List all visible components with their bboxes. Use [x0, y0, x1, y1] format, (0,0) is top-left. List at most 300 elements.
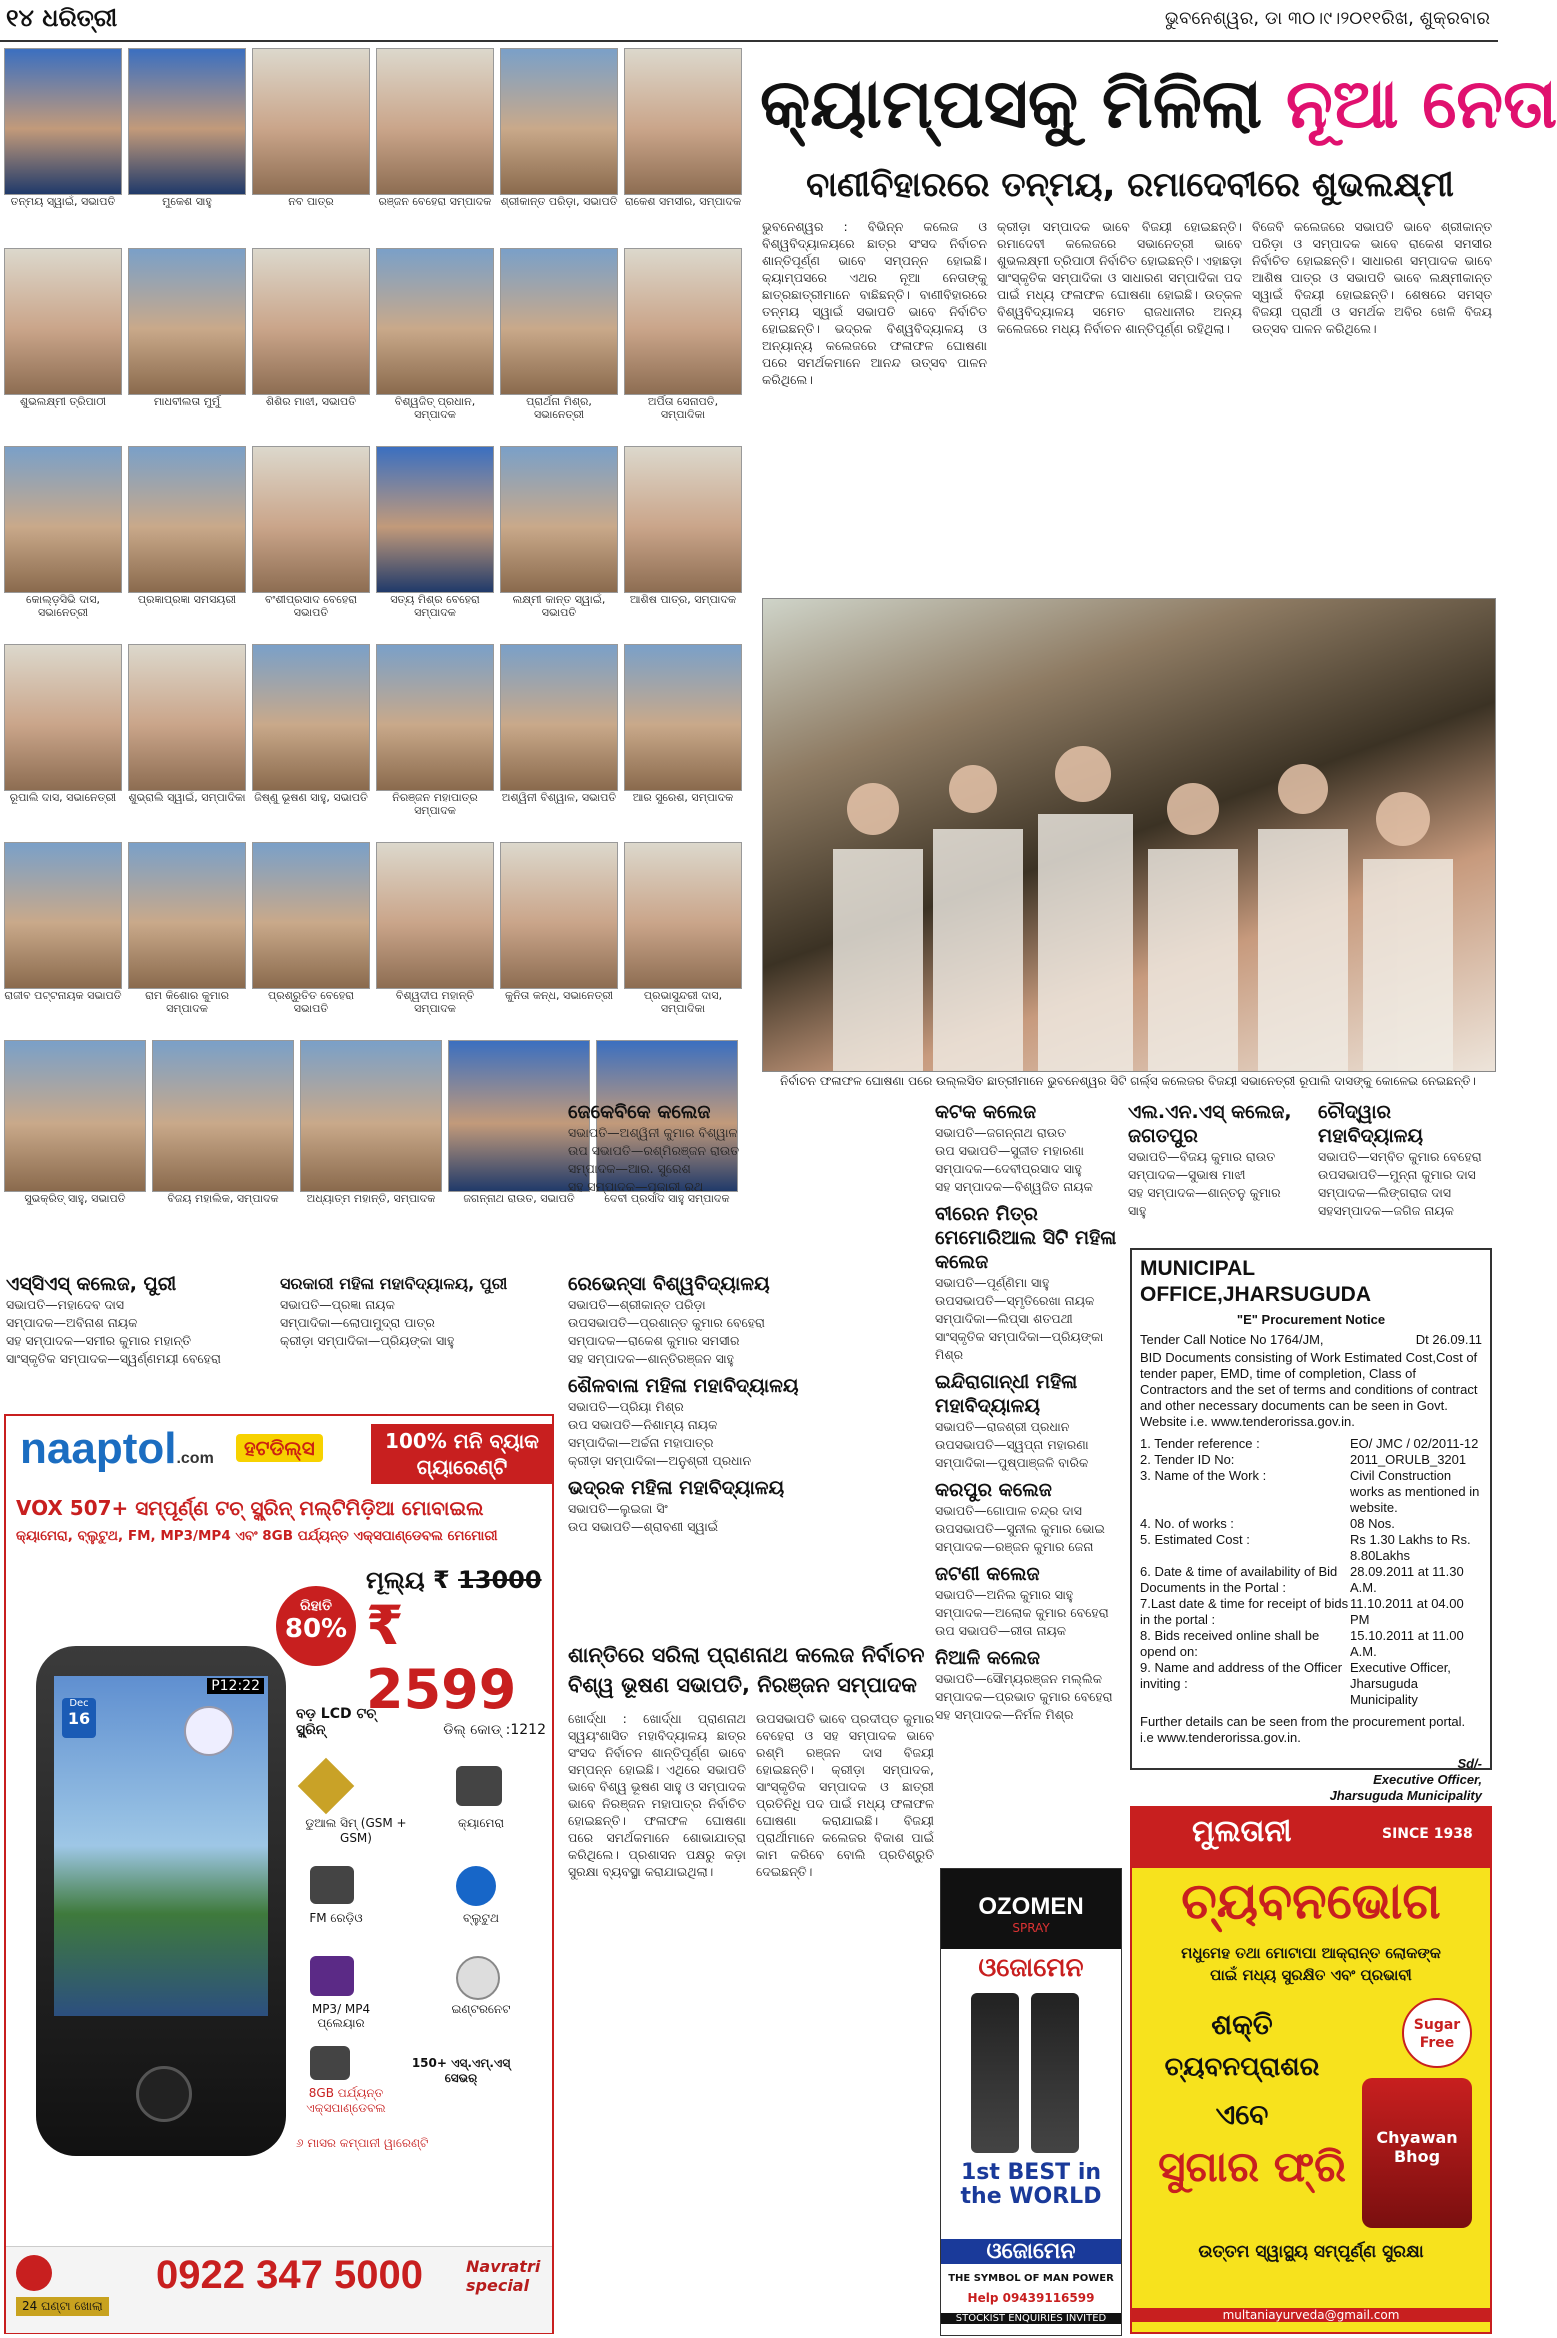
- winner-photo: [376, 446, 494, 593]
- multani-line7: ଉତ୍ତମ ସ୍ୱାସ୍ଥ୍ୟ ସମ୍ପୂର୍ଣ୍ଣ ସୁରକ୍ଷା: [1198, 2242, 1424, 2262]
- hours-text: 24 ଘଣ୍ଟା ଖୋଲା: [16, 2297, 109, 2316]
- multani-line6: ସୁଗାର ଫ୍ରି: [1158, 2142, 1346, 2191]
- notice-row: [1140, 1596, 1482, 1628]
- main-subhead: ବାଣୀବିହାରରେ ତନ୍ମୟ, ରମାଦେବୀରେ ଶୁଭଲକ୍ଷ୍ମୀ: [806, 165, 1454, 205]
- winner-card: [128, 248, 246, 431]
- college-line: ସଭାପତି—ଲୁଇଜା ସିଂ: [568, 1501, 668, 1516]
- notice-row-value: 15.10.2011 at 11.00 A.M.: [1350, 1628, 1464, 1659]
- winner-caption: ନବ ପାତ୍ର: [288, 195, 334, 208]
- ozomen-ad[interactable]: [940, 1868, 1122, 2336]
- discount-label: ରିହାତି: [300, 1598, 332, 1614]
- winner-photo: [4, 842, 122, 989]
- winner-photo: [252, 48, 370, 195]
- celebration-photo: [762, 598, 1496, 1072]
- phone-icon: [16, 2255, 52, 2291]
- notice-row-value: Executive Officer, Jharsuguda Municipality: [1350, 1660, 1451, 1707]
- winner-photo: [376, 842, 494, 989]
- feature-mp3: MP3/ MP4 ପ୍ଲେୟାର: [311, 2002, 371, 2030]
- college-block-lns: [1128, 1100, 1298, 1220]
- winner-card: [624, 248, 742, 431]
- winner-card: [128, 644, 246, 827]
- winner-card: [376, 842, 494, 1025]
- college-title: ଏସ୍‌ସିଏସ୍ କଲେଜ, ପୁରୀ: [6, 1273, 177, 1295]
- winner-caption: କୁନିତା କନ୍ଧ, ସଭାନେତ୍ରୀ: [504, 989, 614, 1002]
- winner-photo: [376, 48, 494, 195]
- winner-caption: ତନ୍ମୟ ସ୍ୱାଇଁ, ସଭାପତି: [10, 195, 116, 208]
- winner-card: [376, 48, 494, 231]
- product-title: VOX 507+ ସମ୍ପୂର୍ଣ୍ଣ ଟଚ୍ ସ୍କ୍ରିନ୍ ମଲ୍ଟିମିଡ଼ିଆ ମୋବାଇଲ: [16, 1496, 484, 1520]
- deal-code: ଡିଲ୍ କୋଡ୍ :1212: [443, 1722, 546, 1738]
- winner-card: [300, 1040, 442, 1228]
- radio-icon: [310, 1866, 354, 1904]
- second-story-subhead: ବିଶ୍ୱ ଭୂଷଣ ସଭାପତି, ନିରଞ୍ଜନ ସମ୍ପାଦକ: [568, 1673, 917, 1697]
- notice-footer: Further details can be seen from the procurement portal. i.e www.tenderorissa.gov.in.: [1140, 1714, 1466, 1745]
- college-block-scs-puri: [6, 1272, 276, 1368]
- winner-card: [624, 842, 742, 1025]
- headline-part1: କ୍ୟାମ୍ପସକୁ ମିଳିଲା: [760, 65, 1263, 144]
- winner-caption: ମୁକେଶ ସାହୁ: [162, 195, 212, 208]
- notice-row: [1140, 1468, 1482, 1516]
- multani-line1: ମଧୁମେହ ତଥା ମୋଟାପା ଆକ୍ରାନ୍ତ ଲୋକଙ୍କ: [1181, 1944, 1441, 1962]
- winner-card: [128, 842, 246, 1025]
- winner-photo: [4, 48, 122, 195]
- notice-sign1: Executive Officer,: [1373, 1772, 1482, 1787]
- winner-card: [252, 842, 370, 1025]
- winner-card: [252, 446, 370, 629]
- multani-line5: ଏବେ: [1215, 2098, 1269, 2131]
- winner-card: [4, 446, 122, 629]
- multani-product: ଚ୍ୟବନଭୋଗ: [1181, 1872, 1441, 1930]
- internet-icon: [456, 1956, 500, 2000]
- winner-photo: [128, 446, 246, 593]
- winner-caption: ପ୍ରଜ୍ଞାପ୍ରଜ୍ଞା ସମସୟରୀ: [137, 593, 237, 606]
- winner-caption: ପ୍ରଶ୍ରୁତିତ ବେହେରା ସଭାପତି: [268, 989, 354, 1015]
- winner-card: [500, 446, 618, 629]
- ozomen-sub: SPRAY: [1012, 1921, 1050, 1935]
- college-line: ଉପ ସଭାପତି—ରଶ୍ମିରଞ୍ଜନ ରାଉତ: [568, 1143, 740, 1158]
- ozomen-brand: OZOMEN: [978, 1893, 1084, 1920]
- winner-caption: ମାଧବୀଲତା ମୁର୍ମୁ: [153, 395, 221, 408]
- phone-screen: [54, 1676, 268, 2016]
- winner-caption: ରଞ୍ଜନ ବେହେରା ସମ୍ପାଦକ: [378, 195, 492, 208]
- college-line: ସମ୍ପାଦକ—ଆର. ସୁରେଶ: [568, 1161, 691, 1176]
- notice-call-no: Tender Call Notice No 1764/JM,: [1140, 1332, 1324, 1347]
- college-line: କ୍ରୀଡ଼ା ସମ୍ପାଦିକା—ପ୍ରିୟଙ୍କା ସାହୁ: [280, 1333, 455, 1348]
- winner-caption: କୋଲ୍ଡ଼ସିଭି ଦାସ, ସଭାନେତ୍ରୀ: [26, 593, 100, 619]
- college-line: ସଭାପତି—ବିଜୟ କୁମାର ରାଉତ: [1128, 1149, 1276, 1164]
- notice-row-value: Rs 1.30 Lakhs to Rs. 8.80Lakhs: [1350, 1532, 1471, 1563]
- naaptol-suffix: .com: [176, 1450, 214, 1467]
- winner-photo: [252, 446, 370, 593]
- college-line: ସମ୍ପାଦକ—ସୁଭାଷ ମାଝୀ: [1128, 1167, 1246, 1182]
- notice-row: [1140, 1532, 1482, 1564]
- notice-row: [1140, 1436, 1482, 1452]
- winner-card: [4, 842, 122, 1025]
- winner-photo: [4, 644, 122, 791]
- spray-bottle-icon: [1031, 1993, 1079, 2153]
- winner-caption: ଦେବୀ ପ୍ରସାଦ ସାହୁ ସମ୍ପାଦକ: [604, 1192, 730, 1205]
- screen-callout: ବଡ଼ LCD ଟଚ୍ ସ୍କ୍ରିନ୍: [296, 1706, 377, 1738]
- college-title: ଚୌଦ୍ୱାର ମହାବିଦ୍ୟାଳୟ: [1318, 1101, 1424, 1147]
- winner-photo: [252, 644, 370, 791]
- ozomen-stockist: STOCKIST ENQUIRIES INVITED: [941, 2313, 1121, 2324]
- college-line: ସାଂସ୍କୃତିକ ସମ୍ପାଦକ—ସ୍ୱର୍ଣ୍ଣମୟୀ ବେହେରା: [6, 1351, 221, 1366]
- college-line: ସଭାପତି—ଜଗନ୍ନାଥ ରାଉତ: [935, 1125, 1067, 1140]
- college-line: ସହ ସମ୍ପାଦକ—ପୂଜାରୀ ରଥ: [568, 1179, 704, 1194]
- notice-row: [1140, 1628, 1482, 1660]
- ozomen-help: Help 09439116599: [967, 2291, 1095, 2305]
- ozomen-symbol: THE SYMBOL OF MAN POWER: [948, 2273, 1114, 2284]
- winner-photo: [596, 1040, 738, 1192]
- college-title: ନିଆଳି କଲେଜ: [935, 1647, 1041, 1669]
- college-line: ସଭାପତି—ଶ୍ରୀକାନ୍ତ ପରିଡ଼ା: [568, 1297, 706, 1312]
- winner-card: [4, 644, 122, 827]
- winner-photo: [624, 644, 742, 791]
- winner-card: [152, 1040, 294, 1228]
- winner-photo: [4, 1040, 146, 1192]
- ozomen-odia: ଓଜୋମେନ: [978, 1953, 1084, 1983]
- ozomen-top: [941, 1869, 1121, 1949]
- winner-photo-grid: [4, 48, 750, 1268]
- college-line: ଉପସଭାପତି—ସୁନୀଲ କୁମାର ଭୋଇ: [935, 1521, 1105, 1536]
- winner-card: [500, 48, 618, 231]
- winner-photo: [500, 48, 618, 195]
- college-block-ravenshaw: [568, 1272, 928, 1536]
- chyawan-jar: [1362, 2078, 1472, 2228]
- notice-sd: Sd/-: [1457, 1756, 1482, 1771]
- product-features: କ୍ୟାମେରା, ବ୍ଲୁଟୁଥ, FM, MP3/MP4 ଏବଂ 8GB ପର୍ଯ୍ୟନ୍ତ ଏକ୍ସପାଣ୍ଡେବଲ ମେମୋରୀ: [16, 1528, 498, 1544]
- second-story-headline: ଶାନ୍ତିରେ ସରିଲା ପ୍ରାଣନାଥ କଲେଜ ନିର୍ବାଚନ: [568, 1643, 925, 1667]
- college-line: ସଭାପତି—ସୌମ୍ୟରଞ୍ଜନ ମଲ୍ଲିକ: [935, 1671, 1103, 1686]
- winner-card: [500, 644, 618, 827]
- winner-card: [128, 446, 246, 629]
- winner-photo: [500, 644, 618, 791]
- ozomen-bottles: [971, 1993, 1091, 2153]
- notice-row-label: 8. Bids received online shall be opend on:: [1140, 1628, 1320, 1659]
- college-line: ସମ୍ପାଦକ—ଦେବୀପ୍ରସାଦ ସାହୁ: [935, 1161, 1082, 1176]
- notice-row-value: 28.09.2011 at 11.30 A.M.: [1350, 1564, 1464, 1595]
- multani-email: multaniayurveda@gmail.com: [1132, 2308, 1490, 2322]
- notice-sign2: Jharsuguda Municipality: [1329, 1788, 1482, 1803]
- college-line: ଉପସଭାପତି—ପ୍ରଶାନ୍ତ କୁମାର ବେହେରା: [568, 1315, 765, 1330]
- winner-caption: ଆର ସୁରେଶ, ସମ୍ପାଦକ: [632, 791, 734, 804]
- headline-part2: ନୂଆ ନେତା: [1285, 65, 1557, 144]
- navratri-promo: Navratri special: [466, 2257, 541, 2295]
- college-line: ସହ ସମ୍ପାଦକ—ଶାନ୍ତିରଞ୍ଜନ ସାହୁ: [568, 1351, 734, 1366]
- story-column-2: କ୍ରୀଡ଼ା ସମ୍ପାଦକ ଭାବେ ବିଜୟୀ ହୋଇଛନ୍ତି। ରମାଦେବୀ କଲେଜରେ ସଭାନେତ୍ରୀ ଭାବେ ଶୁଭଲକ୍ଷ୍ମୀ ତ୍ରିପାଠୀ ନିର୍ବାଚିତ ହୋଇଛନ୍ତି। ଏହାଛଡ଼ା ସାଂସ୍କୃତିକ ସମ୍ପାଦିକା ଓ ସାଧାରଣ ସମ୍ପାଦିକା ପଦ ପାଇଁ ମଧ୍ୟ ଫଳାଫଳ ଘୋଷଣା ହୋଇଛି। ଉତ୍କଳ ବିଶ୍ୱବିଦ୍ୟାଳୟ ସମେତ ରାଜଧାନୀର ଅନ୍ୟ କଲେଜରେ ମଧ୍ୟ ନିର୍ବାଚନ ଶାନ୍ତିପୂର୍ଣ୍ଣ ରହିଥିଲା।: [997, 219, 1242, 336]
- college-line: ସହସମ୍ପାଦକ—ଜଗିଜ ନାୟକ: [1318, 1203, 1454, 1218]
- masthead: [0, 0, 1498, 42]
- notice-row-label: 7.Last date & time for receipt of bids in the portal :: [1140, 1596, 1349, 1627]
- notice-row-label: 5. Estimated Cost :: [1140, 1532, 1250, 1547]
- college-line: ସମ୍ପାଦକ—ଅଲୋକ କୁମାର ବେହେରା: [935, 1605, 1109, 1620]
- college-title: ଜେକେବିକେ କଲେଜ: [568, 1101, 711, 1123]
- winner-card: [4, 248, 122, 431]
- page-number: ୧୪ ଧରିତ୍ରୀ: [6, 4, 118, 32]
- feature-camera: କ୍ୟାମେରା: [457, 1816, 505, 1830]
- camera-icon: [456, 1766, 502, 1806]
- winner-card: [376, 446, 494, 629]
- winner-card: [252, 248, 370, 431]
- new-price: ₹ 2599: [366, 1594, 517, 1721]
- college-line: ସମ୍ପାଦକ—ଅବିନାଶ ନାୟକ: [6, 1315, 138, 1330]
- winner-photo: [624, 48, 742, 195]
- college-line: ସଭାପତି—ପ୍ରଜ୍ଞା ନାୟକ: [280, 1297, 395, 1312]
- college-title: ଜଟଣୀ କଲେଜ: [935, 1563, 1040, 1585]
- college-line: ସମ୍ପାଦିକା—ଲୋପାମୁଦ୍ରା ପାତ୍ର: [280, 1315, 435, 1330]
- calendar-day: 16: [67, 1709, 91, 1728]
- notice-row-label: 1. Tender reference :: [1140, 1436, 1260, 1451]
- calendar-icon: [62, 1698, 96, 1738]
- moneyback-banner: 100% ମନି ବ୍ୟାକ ଗ୍ୟାରେଣ୍ଟି: [371, 1424, 553, 1484]
- notice-row-value: 2011_ORULB_3201: [1350, 1452, 1467, 1467]
- calendar-month: Dec: [69, 1698, 89, 1709]
- tender-notice: [1130, 1248, 1492, 1803]
- college-line: ଉପ ସଭାପତି—ସୁଜୀତ ମହାରଣା: [935, 1143, 1084, 1158]
- winner-card: [252, 644, 370, 827]
- multani-line3: ଶକ୍ତି: [1211, 2008, 1273, 2041]
- winner-photo: [4, 446, 122, 593]
- clock-icon: [184, 1706, 234, 1756]
- college-title: ଏଲ.ଏନ.ଏସ୍ କଲେଜ, ଜଗତପୁର: [1128, 1101, 1292, 1147]
- college-line: ସମ୍ପାଦିକା—ପୁଷ୍ପାଞ୍ଜଳି ବାରିକ: [935, 1455, 1089, 1470]
- feature-dual-sim: ଡୁଆଲ ସିମ୍ (GSM + GSM): [305, 1816, 407, 1845]
- winner-photo: [500, 446, 618, 593]
- winner-card: [376, 248, 494, 431]
- notice-row-value: 08 Nos.: [1350, 1516, 1395, 1531]
- notice-row-value: EO/ JMC / 02/2011-12: [1350, 1436, 1479, 1451]
- notice-call-date: Dt 26.09.11: [1415, 1332, 1482, 1347]
- multani-ad[interactable]: [1130, 1806, 1492, 2334]
- notice-row-value: 11.10.2011 at 04.00 PM: [1350, 1596, 1464, 1627]
- multani-since: SINCE 1938: [1382, 1826, 1473, 1842]
- notice-row-label: 6. Date & time of availability of Bid Documents in the Portal :: [1140, 1564, 1338, 1595]
- winner-photo: [624, 446, 742, 593]
- winner-caption: ଶୁଭ୍ରାଲି ସ୍ୱାଇଁ, ସମ୍ପାଦିକା: [128, 791, 246, 804]
- story-column-3: ବିଜେବି କଲେଜରେ ସଭାପତି ଭାବେ ଶ୍ରୀକାନ୍ତ ପରିଡ଼ା ଓ ସମ୍ପାଦକ ଭାବେ ରାକେଶ ସମସୀର ନିର୍ବାଚିତ ହୋଇଛନ୍ତି। ସାଧାରଣ ସମ୍ପାଦକ ଭାବେ ଆଶିଷ ପାତ୍ର ଓ ସଭାପତି ଭାବେ ଲକ୍ଷ୍ମୀକାନ୍ତ ସ୍ୱାଇଁ ବିଜୟୀ ହୋଇଛନ୍ତି। ଶେଷରେ ସମସ୍ତ ବିଜୟୀ ପ୍ରାର୍ଥୀ ଓ ସମର୍ଥକ ଅବିର ଖେଳି ବିଜୟ ଉତ୍ସବ ପାଳନ କରିଥିଲେ।: [1252, 219, 1492, 336]
- college-line: ସମ୍ପାଦିକା—ଲିପ୍ସା ଶତପଥୀ: [935, 1311, 1073, 1326]
- phone-home-button: [136, 2066, 192, 2122]
- bluetooth-icon: [456, 1866, 496, 1906]
- college-line: ଉପ ସଭାପତି—ରୀତା ନାୟକ: [935, 1623, 1067, 1638]
- college-line: ସମ୍ପାଦକ—ରଞ୍ଜନ କୁମାର ଜେନା: [935, 1539, 1094, 1554]
- college-line: ସଭାପତି—ଗୋପାଳ ଚନ୍ଦ୍ର ଦାସ: [935, 1503, 1082, 1518]
- memory-card-icon: [310, 2046, 350, 2080]
- multani-line4: ଚ୍ୟବନପ୍ରାଶର: [1164, 2052, 1320, 2082]
- winner-caption: ବିଶ୍ୱଜିତ୍ ପ୍ରଧାନ, ସମ୍ପାଦକ: [394, 395, 476, 421]
- winner-caption: ଜଗନ୍ନାଥ ରାଉତ, ସଭାପତି: [463, 1192, 575, 1205]
- notice-row-label: 2. Tender ID No:: [1140, 1452, 1235, 1467]
- college-block-cuttack: [935, 1100, 1120, 1724]
- feature-fm: FM ରେଡ଼ିଓ: [309, 1911, 363, 1925]
- college-line: ସମ୍ପାଦକ—ଲିଙ୍ଗରାଜ ଦାସ: [1318, 1185, 1452, 1200]
- winner-caption: ନିରଞ୍ଜନ ମହାପାତ୍ର ସମ୍ପାଦକ: [392, 791, 478, 817]
- college-line: କ୍ରୀଡ଼ା ସମ୍ପାଦିକା—ଅନୁଶ୍ରୀ ପ୍ରଧାନ: [568, 1453, 752, 1468]
- winner-photo: [500, 248, 618, 395]
- winner-card: [252, 48, 370, 231]
- winner-card: [4, 1040, 146, 1228]
- winner-photo: [128, 248, 246, 395]
- phone-time: P12:22: [207, 1678, 264, 1694]
- winner-photo: [252, 842, 370, 989]
- winner-card: [448, 1040, 590, 1228]
- college-line: ସହ ସମ୍ପାଦକ—ନିର୍ମଳ ମିଶ୍ର: [935, 1707, 1074, 1722]
- multani-header: [1132, 1808, 1490, 1868]
- winner-caption: ସତ୍ୟ ମିଶ୍ର ବେହେରା ସମ୍ପାଦକ: [390, 593, 480, 619]
- notice-title: MUNICIPAL OFFICE,JHARSUGUDA: [1140, 1257, 1372, 1306]
- discount-value: 80%: [284, 1614, 348, 1644]
- college-line: ସଭାପତି—ରାଜଶ୍ରୀ ପ୍ରଧାନ: [935, 1419, 1070, 1434]
- main-headline: [760, 50, 1557, 160]
- feature-sms: 150+ ଏସ୍.ଏମ୍.ଏସ୍ ସେଭର୍: [411, 2056, 511, 2085]
- winner-caption: ଶିଶିର ମାଝୀ, ସଭାପତି: [265, 395, 357, 408]
- notice-row-label: 9. Name and address of the Officer inviting :: [1140, 1660, 1343, 1691]
- college-title: ଶୈଳବାଳା ମହିଳା ମହାବିଦ୍ୟାଳୟ: [568, 1375, 799, 1397]
- winner-caption: ରୂପାଲି ଦାସ, ସଭାନେତ୍ରୀ: [9, 791, 117, 804]
- college-line: ଉପ ସଭାପତି—ନିଶାମ୍ୟ ନାୟକ: [568, 1417, 718, 1432]
- notice-rows: [1140, 1436, 1482, 1708]
- college-title: କଟକ କଲେଜ: [935, 1101, 1037, 1123]
- college-title: ରେଭେନ୍ସା ବିଶ୍ୱବିଦ୍ୟାଳୟ: [568, 1273, 770, 1295]
- college-line: ସଭାପତି—ମହାଦେବ ଦାସ: [6, 1297, 125, 1312]
- notice-row: [1140, 1564, 1482, 1596]
- college-line: ସମ୍ପାଦିକା—ଅର୍ଚ୍ଚନା ମହାପାତ୍ର: [568, 1435, 714, 1450]
- winner-card: [624, 446, 742, 629]
- sugar-free-badge: Sugar Free: [1402, 1998, 1472, 2068]
- winner-card: [128, 48, 246, 231]
- winner-photo: [252, 248, 370, 395]
- college-block-choudwar: [1318, 1100, 1494, 1220]
- notice-row-label: 3. Name of the Work :: [1140, 1468, 1267, 1483]
- notice-row: [1140, 1660, 1482, 1708]
- college-line: ସଭାପତି—ପ୍ରିୟା ମିଶ୍ର: [568, 1399, 684, 1414]
- ozomen-odia2: ଓଜୋମେନ: [941, 2239, 1121, 2264]
- college-line: ସହ ସମ୍ପାଦକ—ଶାନ୍ତନୁ କୁମାର ସାହୁ: [1128, 1185, 1281, 1218]
- notice-row-value: Civil Construction works as mentioned in website.: [1350, 1468, 1480, 1515]
- phone-image: [36, 1646, 286, 2156]
- college-line: ଉପସଭାପତି—ସ୍ୱପ୍ନା ମହାରଣା: [935, 1437, 1089, 1452]
- winner-caption: ପ୍ରାର୍ଥନା ମିଶ୍ର, ସଭାନେତ୍ରୀ: [526, 395, 592, 421]
- winner-caption: ପ୍ରଭାସୁନ୍ଦରୀ ଦାସ, ସମ୍ପାଦିକା: [643, 989, 723, 1015]
- winner-photo: [128, 48, 246, 195]
- multani-line2: ପାଇଁ ମଧ୍ୟ ସୁରକ୍ଷିତ ଏବଂ ପ୍ରଭାବୀ: [1210, 1966, 1412, 1984]
- college-title: ସରକାରୀ ମହିଳା ମହାବିଦ୍ୟାଳୟ, ପୁରୀ: [280, 1274, 508, 1293]
- music-player-icon: [310, 1956, 354, 1996]
- winner-photo: [128, 842, 246, 989]
- second-story-col1: ଖୋର୍ଦ୍ଧା : ଖୋର୍ଦ୍ଧା ପ୍ରାଣନାଥ ସ୍ୱୟଂଶାସିତ ମହାବିଦ୍ୟାଳୟ ଛାତ୍ର ସଂସଦ ନିର୍ବାଚନ ଶାନ୍ତିପୂର୍ଣ୍ଣ ଭାବେ ସମ୍ପନ୍ନ ହୋଇଛି। ଏଥିରେ ସଭାପତି ଭାବେ ବିଶ୍ୱ ଭୂଷଣ ସାହୁ ଓ ସମ୍ପାଦକ ଭାବେ ନିରଞ୍ଜନ ମହାପାତ୍ର ନିର୍ବାଚିତ ହୋଇଛନ୍ତି। ଫଳାଫଳ ଘୋଷଣା ପରେ ସମର୍ଥକମାନେ ଶୋଭାଯାତ୍ରା କରିଥିଲେ। ପ୍ରଶାସନ ପକ୍ଷରୁ କଡ଼ା ସୁରକ୍ଷା ବ୍ୟବସ୍ଥା କରାଯାଇଥିଲା।: [568, 1711, 746, 1879]
- college-line: ସହ ସମ୍ପାଦକ—ସମୀର କୁମାର ମହାନ୍ତି: [6, 1333, 192, 1348]
- winner-photo: [448, 1040, 590, 1192]
- college-line: ଉପସଭାପତି—ସ୍ମୃତିରେଖା ନାୟକ: [935, 1293, 1095, 1308]
- old-price: 13000: [458, 1566, 542, 1594]
- winner-caption: ବଂଶୀପ୍ରସାଦ ବେହେରା ସଭାପତି: [265, 593, 357, 619]
- notice-subtitle: "E" Procurement Notice: [1236, 1312, 1386, 1327]
- spray-bottle-icon: [971, 1993, 1019, 2153]
- winner-caption: ରାକେଶ ସମସୀର, ସମ୍ପାଦକ: [624, 195, 742, 208]
- winner-photo: [500, 842, 618, 989]
- winner-card: [624, 48, 742, 231]
- warranty-text: ୬ ମାସର କମ୍ପାନୀ ୱାରେଣ୍ଟି: [296, 2136, 429, 2150]
- college-title: ଇନ୍ଦିରାଗାନ୍ଧୀ ମହିଳା ମହାବିଦ୍ୟାଳୟ: [935, 1371, 1078, 1417]
- winner-photo: [376, 644, 494, 791]
- college-title: ବୀରେନ ମିତ୍ର ମେମୋରିଆଲ ସିଟି ମହିଳା କଲେଜ: [935, 1203, 1117, 1273]
- second-story-col2: ଉପସଭାପତି ଭାବେ ପ୍ରଦୀପ୍ତ କୁମାର ବେହେରା ଓ ସହ ସମ୍ପାଦକ ଭାବେ ରଶ୍ମି ରଞ୍ଜନ ଦାସ ବିଜୟୀ ହୋଇଛନ୍ତି। କ୍ରୀଡ଼ା ସମ୍ପାଦକ, ସାଂସ୍କୃତିକ ସମ୍ପାଦକ ଓ ଛାତ୍ରୀ ପ୍ରତିନିଧି ପଦ ପାଇଁ ମଧ୍ୟ ଫଳାଫଳ ଘୋଷଣା କରାଯାଇଛି। ବିଜୟୀ ପ୍ରାର୍ଥୀମାନେ କଲେଜର ବିକାଶ ପାଇଁ କାମ କରିବେ ବୋଲି ପ୍ରତିଶ୍ରୁତି ଦେଇଛନ୍ତି।: [756, 1711, 934, 1879]
- college-line: ସମ୍ପାଦକ—ପ୍ରଭାତ କୁମାର ବେହେରା: [935, 1689, 1113, 1704]
- winner-caption: ବିଶ୍ୱଦୀପ ମହାନ୍ତି ସମ୍ପାଦକ: [395, 989, 475, 1015]
- winner-caption: ରାଜୀବ ପଟ୍ଟନାୟକ ସଭାପତି: [4, 989, 122, 1002]
- winner-card: [596, 1040, 738, 1228]
- college-line: ସଭାପତି—ଅଶ୍ୱିନୀ କୁମାର ବିଶ୍ୱାଳ: [568, 1125, 738, 1140]
- college-line: ସାଂସ୍କୃତିକ ସମ୍ପାଦିକା—ପ୍ରିୟଙ୍କା ମିଶ୍ର: [935, 1329, 1104, 1362]
- naaptol-footer: [6, 2246, 552, 2333]
- winner-photo: [128, 644, 246, 791]
- college-line: ସଭାପତି—ପୂର୍ଣ୍ଣିମା ସାହୁ: [935, 1275, 1050, 1290]
- feature-memory: 8GB ପର୍ଯ୍ୟନ୍ତ ଏକ୍ସପାଣ୍ଡେବଲ: [306, 2086, 386, 2115]
- winner-photo: [152, 1040, 294, 1192]
- winner-card: [4, 48, 122, 231]
- winner-photo: [300, 1040, 442, 1192]
- winner-photo: [4, 248, 122, 395]
- naaptol-tag: ହଟଡିଲ୍ସ: [236, 1434, 323, 1462]
- notice-row: [1140, 1516, 1482, 1532]
- winner-caption: ରାମ କିଶୋର କୁମାର ସମ୍ପାଦକ: [145, 989, 229, 1015]
- college-line: ସଭାପତି—ଅନିଲ କୁମାର ସାହୁ: [935, 1587, 1074, 1602]
- winner-caption: ଶ୍ରୀକାନ୍ତ ପରିଡ଼ା, ସଭାପତି: [500, 195, 618, 208]
- story-column-1: ଭୁବନେଶ୍ୱର : ବିଭିନ୍ନ କଲେଜ ଓ ବିଶ୍ୱବିଦ୍ୟାଳୟରେ ଛାତ୍ର ସଂସଦ ନିର୍ବାଚନ ଶାନ୍ତିପୂର୍ଣ୍ଣ ଭାବେ ସମ୍ପନ୍ନ ହୋଇଛି। କ୍ୟାମ୍ପସରେ ଏଥର ନୂଆ ନେତାଙ୍କୁ ଛାତ୍ରଛାତ୍ରୀମାନେ ବାଛିଛନ୍ତି। ବାଣୀବିହାରରେ ତନ୍ମୟ ସ୍ୱାଇଁ ସଭାପତି ଭାବେ ନିର୍ବାଚିତ ହୋଇଛନ୍ତି। ଭଦ୍ରକ ବିଶ୍ୱବିଦ୍ୟାଳୟ ଓ ଅନ୍ୟାନ୍ୟ କଲେଜରେ ଫଳାଫଳ ଘୋଷଣା ପରେ ସମର୍ଥକମାନେ ଆନନ୍ଦ ଉତ୍ସବ ପାଳନ କରିଥିଲେ।: [762, 219, 987, 387]
- winner-photo: [376, 248, 494, 395]
- naaptol-brand: naaptol: [20, 1424, 177, 1473]
- winner-card: [500, 248, 618, 431]
- ozomen-best: 1st BEST in the WORLD: [960, 2160, 1102, 2209]
- multani-brand: ମୁଲତାନୀ: [1192, 1814, 1292, 1849]
- sim-icon: [298, 1758, 355, 1815]
- winner-caption: ଆଶିଷ ପାତ୍ର, ସମ୍ପାଦକ: [629, 593, 737, 606]
- college-line: ଉପ ସଭାପତି—ଶ୍ରାବଣୀ ସ୍ୱାଇଁ: [568, 1519, 719, 1534]
- winner-card: [376, 644, 494, 827]
- dateline: ଭୁବନେଶ୍ୱର, ଡା ୩୦।୯।୨୦୧୧ରିଖ, ଶୁକ୍ରବାର: [1164, 8, 1490, 29]
- discount-badge: [276, 1586, 356, 1666]
- college-block-govt-women-puri: [280, 1272, 560, 1350]
- winner-caption: ବିଜୟ ମହାଲିକ, ସମ୍ପାଦକ: [167, 1192, 279, 1205]
- college-line: ସହ ସମ୍ପାଦକ—ବିଶ୍ୱଜିତ ନାୟକ: [935, 1179, 1093, 1194]
- winner-caption: ଶୁଭଲକ୍ଷ୍ମୀ ତ୍ରିପାଠୀ: [19, 395, 107, 408]
- winner-caption: ଅର୍ପିତା ସେନାପତି, ସମ୍ପାଦିକା: [647, 395, 719, 421]
- winner-caption: ସୁଭକ୍ରିତ୍ ସାହୁ, ସଭାପତି: [24, 1192, 126, 1205]
- winner-caption: ଲକ୍ଷ୍ମୀ କାନ୍ତ ସ୍ୱାଇଁ, ସଭାପତି: [512, 593, 606, 619]
- jar-label: Chyawan Bhog: [1376, 2128, 1458, 2166]
- winner-caption: ଅଶ୍ୱିନୀ ବିଶ୍ୱାଳ, ସଭାପତି: [501, 791, 617, 804]
- winner-caption: ଅଧ୍ୟାତ୍ମ ମହାନ୍ତି, ସମ୍ପାଦକ: [306, 1192, 436, 1205]
- winner-caption: ଜିଷ୍ଣୁ ଭୂଷଣ ସାହୁ, ସଭାପତି: [254, 791, 368, 804]
- feature-bluetooth: ବ୍ଲୁଟୁଥ: [463, 1911, 499, 1925]
- winner-photo: [624, 248, 742, 395]
- order-phone-number[interactable]: 0922 347 5000: [156, 2253, 423, 2297]
- second-story: [568, 1640, 934, 2330]
- photo-caption: ନିର୍ବାଚନ ଫଳାଫଳ ଘୋଷଣା ପରେ ଉଲ୍ଲସିତ ଛାତ୍ରୀମାନେ ଭୁବନେଶ୍ୱର ସିଟି ଗର୍ଲ୍ସ କଲେଜର ବିଜୟୀ ସଭାନେତ୍ରୀ ରୂପାଲି ଦାସଙ୍କୁ କୋଳେଇ ନେଇଛନ୍ତି।: [780, 1074, 1476, 1088]
- celebration-figures: [763, 599, 1495, 1071]
- price-label: ମୂଲ୍ୟ ₹: [366, 1566, 450, 1594]
- naaptol-ad[interactable]: [4, 1414, 554, 2334]
- college-line: ସମ୍ପାଦକ—ରାକେଶ କୁମାର ସମସୀର: [568, 1333, 740, 1348]
- winner-photo: [624, 842, 742, 989]
- feature-internet: ଇଣ୍ଟରନେଟ: [451, 2002, 511, 2016]
- winner-card: [624, 644, 742, 827]
- college-line: ସଭାପତି—ସମ୍ବିତ କୁମାର ବେହେରା: [1318, 1149, 1482, 1164]
- notice-body: BID Documents consisting of Work Estimated Cost,Cost of tender paper, EMD, time of completion, Class of Contractors and the set of terms and conditions of contract and other necessary documents can be seen in Govt. Website i.e. www.tenderorissa.gov.in.: [1140, 1350, 1478, 1429]
- naaptol-logo: [20, 1424, 214, 1474]
- college-title: କରପୁର କଲେଜ: [935, 1479, 1052, 1501]
- notice-row: [1140, 1452, 1482, 1468]
